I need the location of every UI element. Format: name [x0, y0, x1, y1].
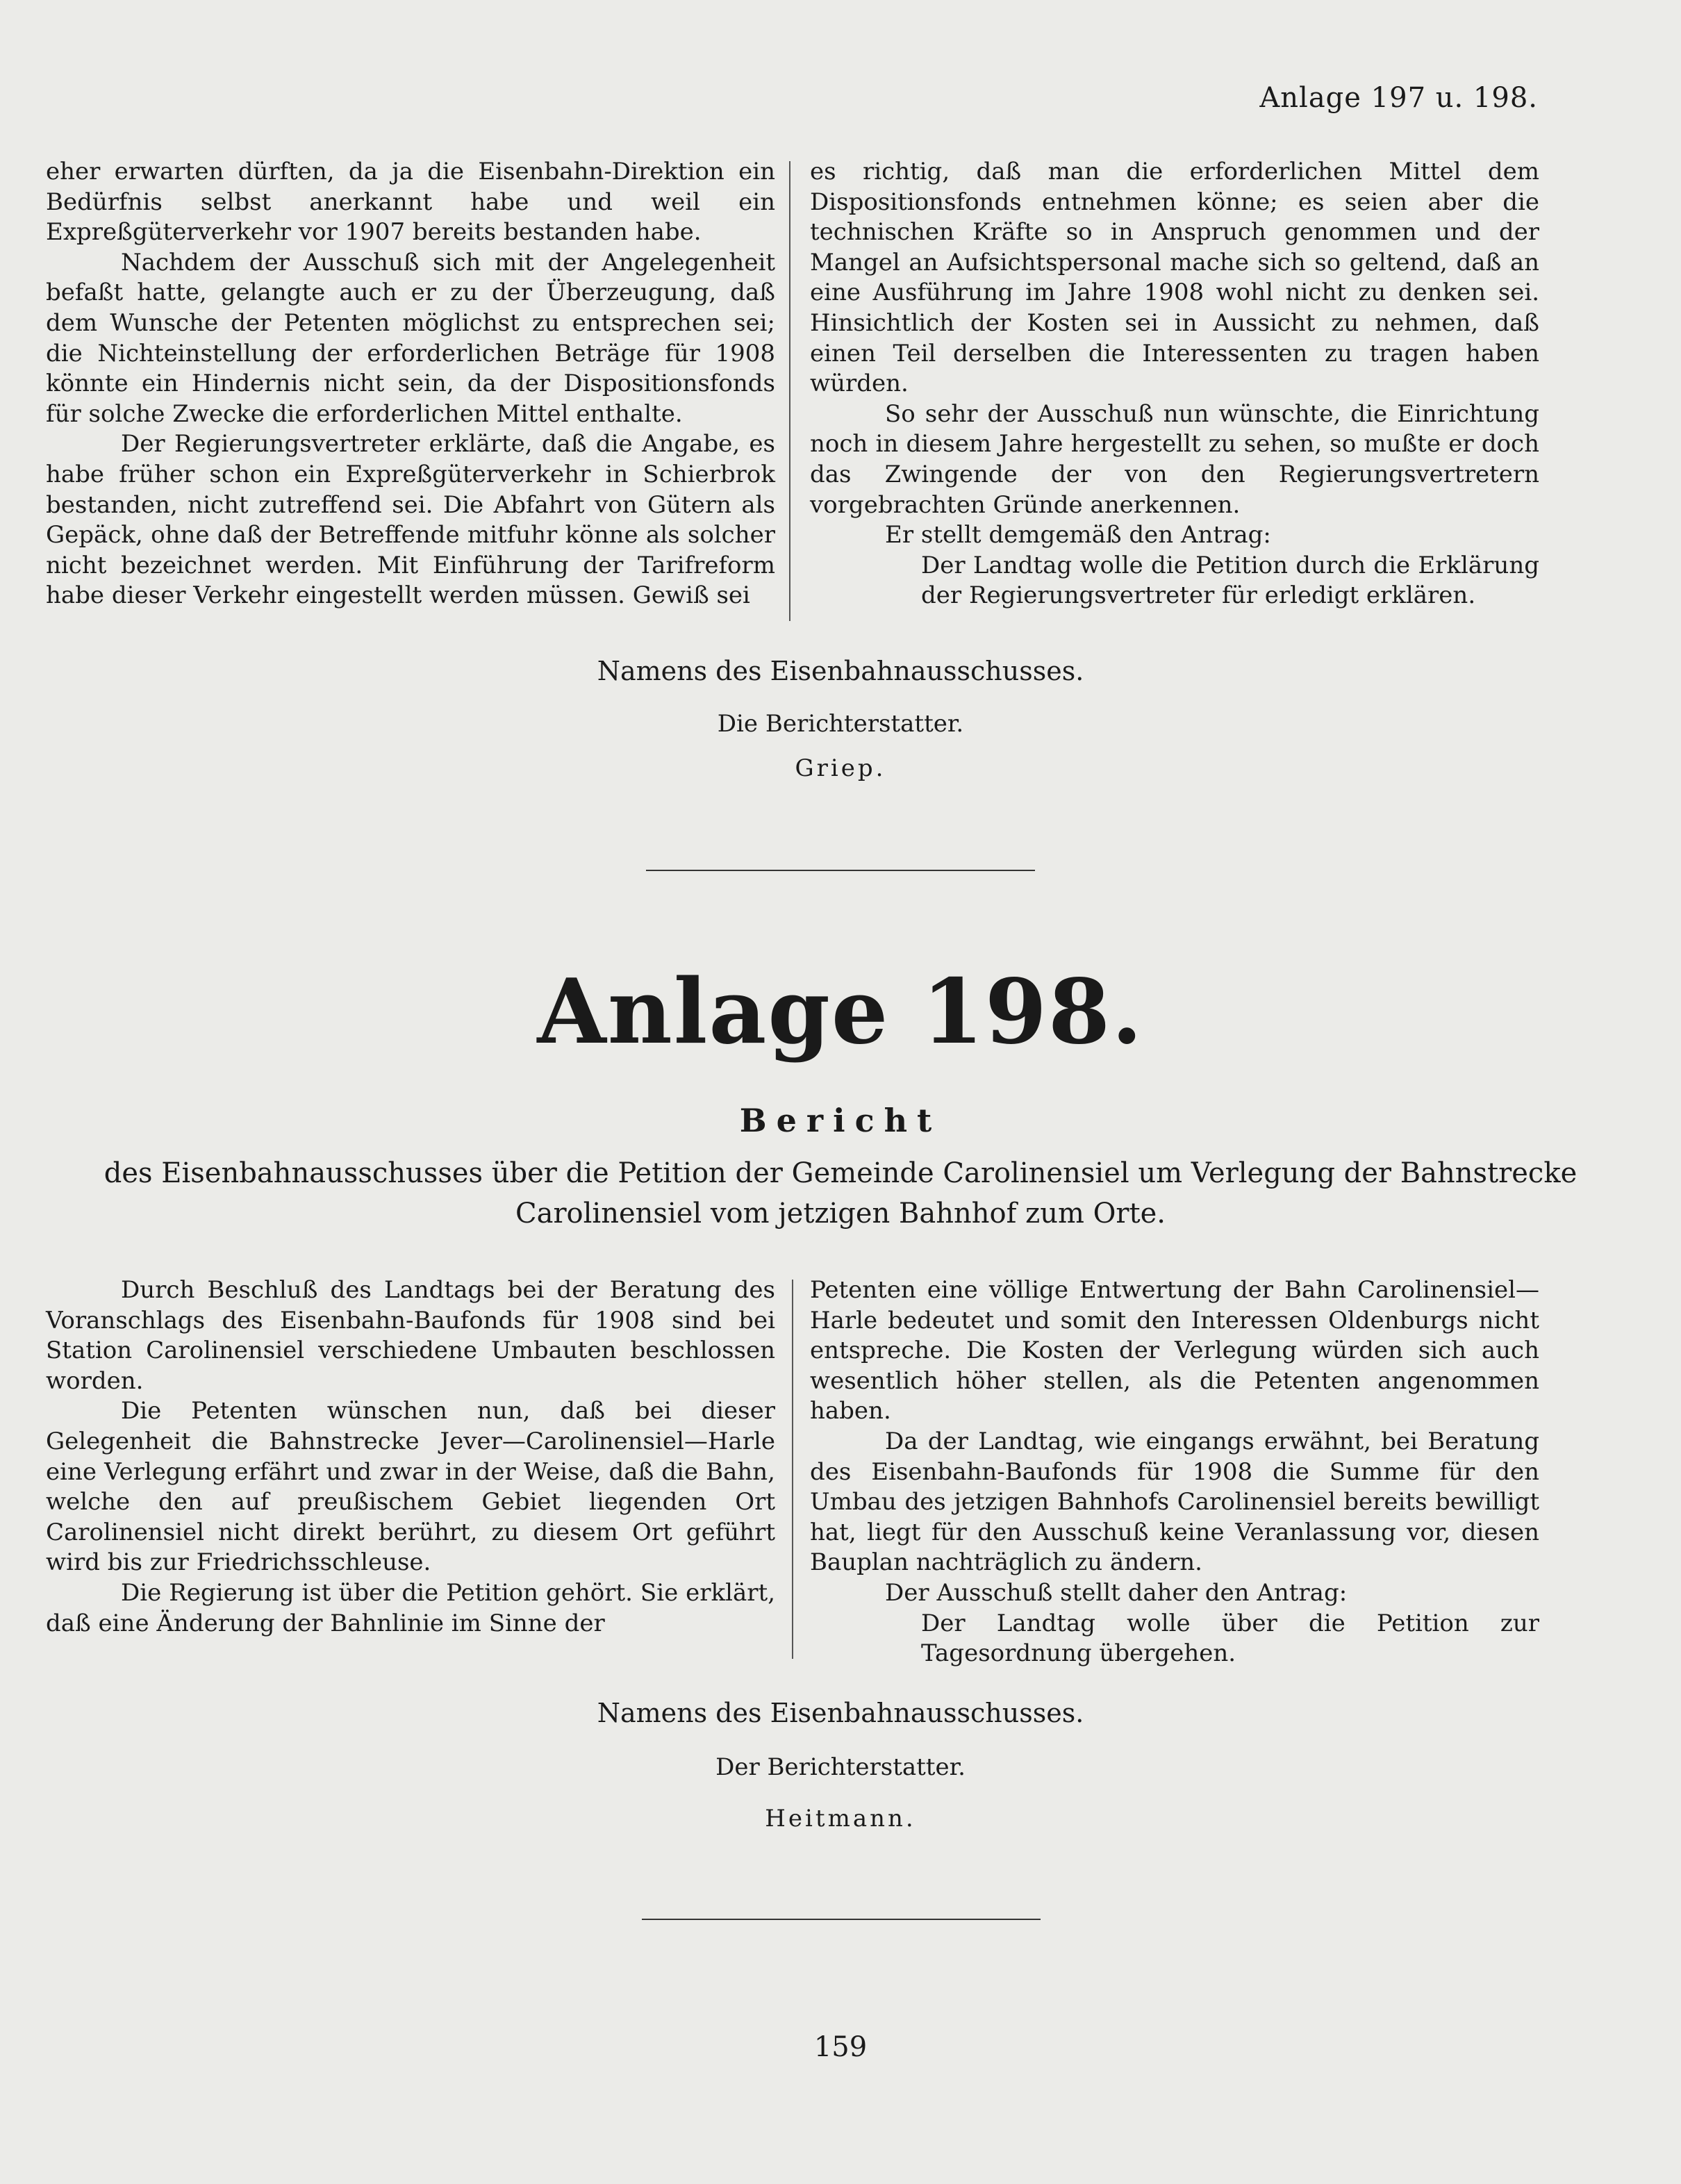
bottom-left-column: [46, 1275, 775, 1669]
top-section-columns: [46, 157, 1539, 611]
paragraph: Der Regierungsvertreter erklärte, daß die Angabe, es habe früher schon ein Expreßgüterverkehr in Schierbrok bestanden, nicht zutreffend sei. Die Abfahrt von Gütern als Gepäck, ohne daß der Betreffende mitfuhr könne als solcher nicht bezeichnet werden. Mit Einführung der Tarifreform habe dieser Verkehr eingestellt werden müssen. Gewiß sei: [46, 430, 775, 610]
running-header: Anlage 197 u. 198.: [1259, 82, 1538, 114]
bottom-right-column: [810, 1275, 1539, 1669]
paragraph: Die Regierung ist über die Petition gehört. Sie erklärt, daß eine Änderung der Bahnlinie im Sinne der: [46, 1578, 775, 1637]
motion-text: Der Landtag wolle die Petition durch die Erklärung der Regierungsvertreter für erledigt erklären.: [921, 551, 1539, 610]
signature-name: Heitmann.: [765, 1805, 916, 1833]
paragraph: Durch Beschluß des Landtags bei der Beratung des Voranschlags des Eisenbahn-Baufonds für 1908 sind bei Station Carolinensiel verschiedene Umbauten beschlossen worden.: [46, 1276, 775, 1395]
signature-name: Griep.: [795, 754, 886, 782]
signature-on-behalf: Namens des Eisenbahnausschusses.: [597, 656, 1084, 686]
section-divider: [646, 870, 1035, 871]
section-title: Anlage 198.: [537, 960, 1144, 1064]
top-right-column: [810, 157, 1539, 611]
paragraph: Der Ausschuß stellt daher den Antrag:: [885, 1578, 1348, 1607]
top-left-column: [46, 157, 775, 611]
paragraph: Er stellt demgemäß den Antrag:: [885, 521, 1271, 549]
column-divider: [789, 161, 790, 621]
paragraph: So sehr der Ausschuß nun wünschte, die Einrichtung noch in diesem Jahre hergestellt zu sehen, so mußte er doch das Zwingende der von den Regierungsvertretern vorgebrachten Gründe anerkennen.: [810, 399, 1539, 519]
paragraph: Da der Landtag, wie eingangs erwähnt, bei Beratung des Eisenbahn-Baufonds für 1908 die Summe für den Umbau des jetzigen Bahnhofs Carolinensiel bereits bewilligt hat, liegt für den Ausschuß keine Veranlassung vor, diesen Bauplan nachträglich zu ändern.: [810, 1427, 1539, 1577]
section-divider: [642, 1919, 1041, 1920]
paragraph: Petenten eine völlige Entwertung der Bahn Carolinensiel—Harle bedeutet und somit den Interessen Oldenburgs nicht entspreche. Die Kosten der Verlegung würden sich auch wesentlich höher stellen, als die Petenten angenommen haben.: [810, 1276, 1539, 1425]
section-subtitle-line1: des Eisenbahnausschusses über die Petition der Gemeinde Carolinensiel um Verlegung der Bahnstrecke: [103, 1157, 1578, 1189]
signature-role: Die Berichterstatter.: [717, 710, 964, 738]
paragraph: Nachdem der Ausschuß sich mit der Angelegenheit befaßt hatte, gelangte auch er zu der Überzeugung, daß dem Wunsche der Petenten möglichst zu entsprechen sei; die Nichteinstellung der erforderlichen Beträge für 1908 könnte ein Hindernis nicht sein, da der Dispositionsfonds für solche Zwecke die erforderlichen Mittel enthalte.: [46, 248, 775, 428]
signature-on-behalf: Namens des Eisenbahnausschusses.: [597, 1698, 1084, 1728]
signature-role: Der Berichterstatter.: [715, 1753, 966, 1781]
paragraph: es richtig, daß man die erforderlichen Mittel dem Dispositionsfonds entnehmen könne; es seien aber die technischen Kräfte so in Anspruch genommen und der Mangel an Aufsichtspersonal mache sich so geltend, daß an eine Ausführung im Jahre 1908 wohl nicht zu denken sei. Hinsichtlich der Kosten sei in Aussicht zu nehmen, daß einen Teil derselben die Interessenten zu tragen haben würden.: [810, 158, 1539, 398]
paragraph: Die Petenten wünschen nun, daß bei dieser Gelegenheit die Bahnstrecke Jever—Carolinensiel—Harle eine Verlegung erfährt und zwar in der Weise, daß die Bahn, welche den auf preußischem Gebiet liegenden Ort Carolinensiel nicht direkt berührt, zu diesem Ort geführt wird bis zur Friedrichsschleuse.: [46, 1397, 775, 1577]
column-divider: [792, 1280, 793, 1659]
section-kicker: Bericht: [739, 1102, 942, 1139]
page-number: 159: [813, 2031, 868, 2063]
motion-text: Der Landtag wolle über die Petition zur Tagesordnung übergehen.: [921, 1609, 1539, 1668]
section-subtitle-line2: Carolinensiel vom jetzigen Bahnhof zum Orte.: [515, 1198, 1166, 1230]
paragraph: eher erwarten dürften, da ja die Eisenbahn-Direktion ein Bedürfnis selbst anerkannt habe und weil ein Expreßgüterverkehr vor 1907 bereits bestanden habe.: [46, 158, 775, 247]
